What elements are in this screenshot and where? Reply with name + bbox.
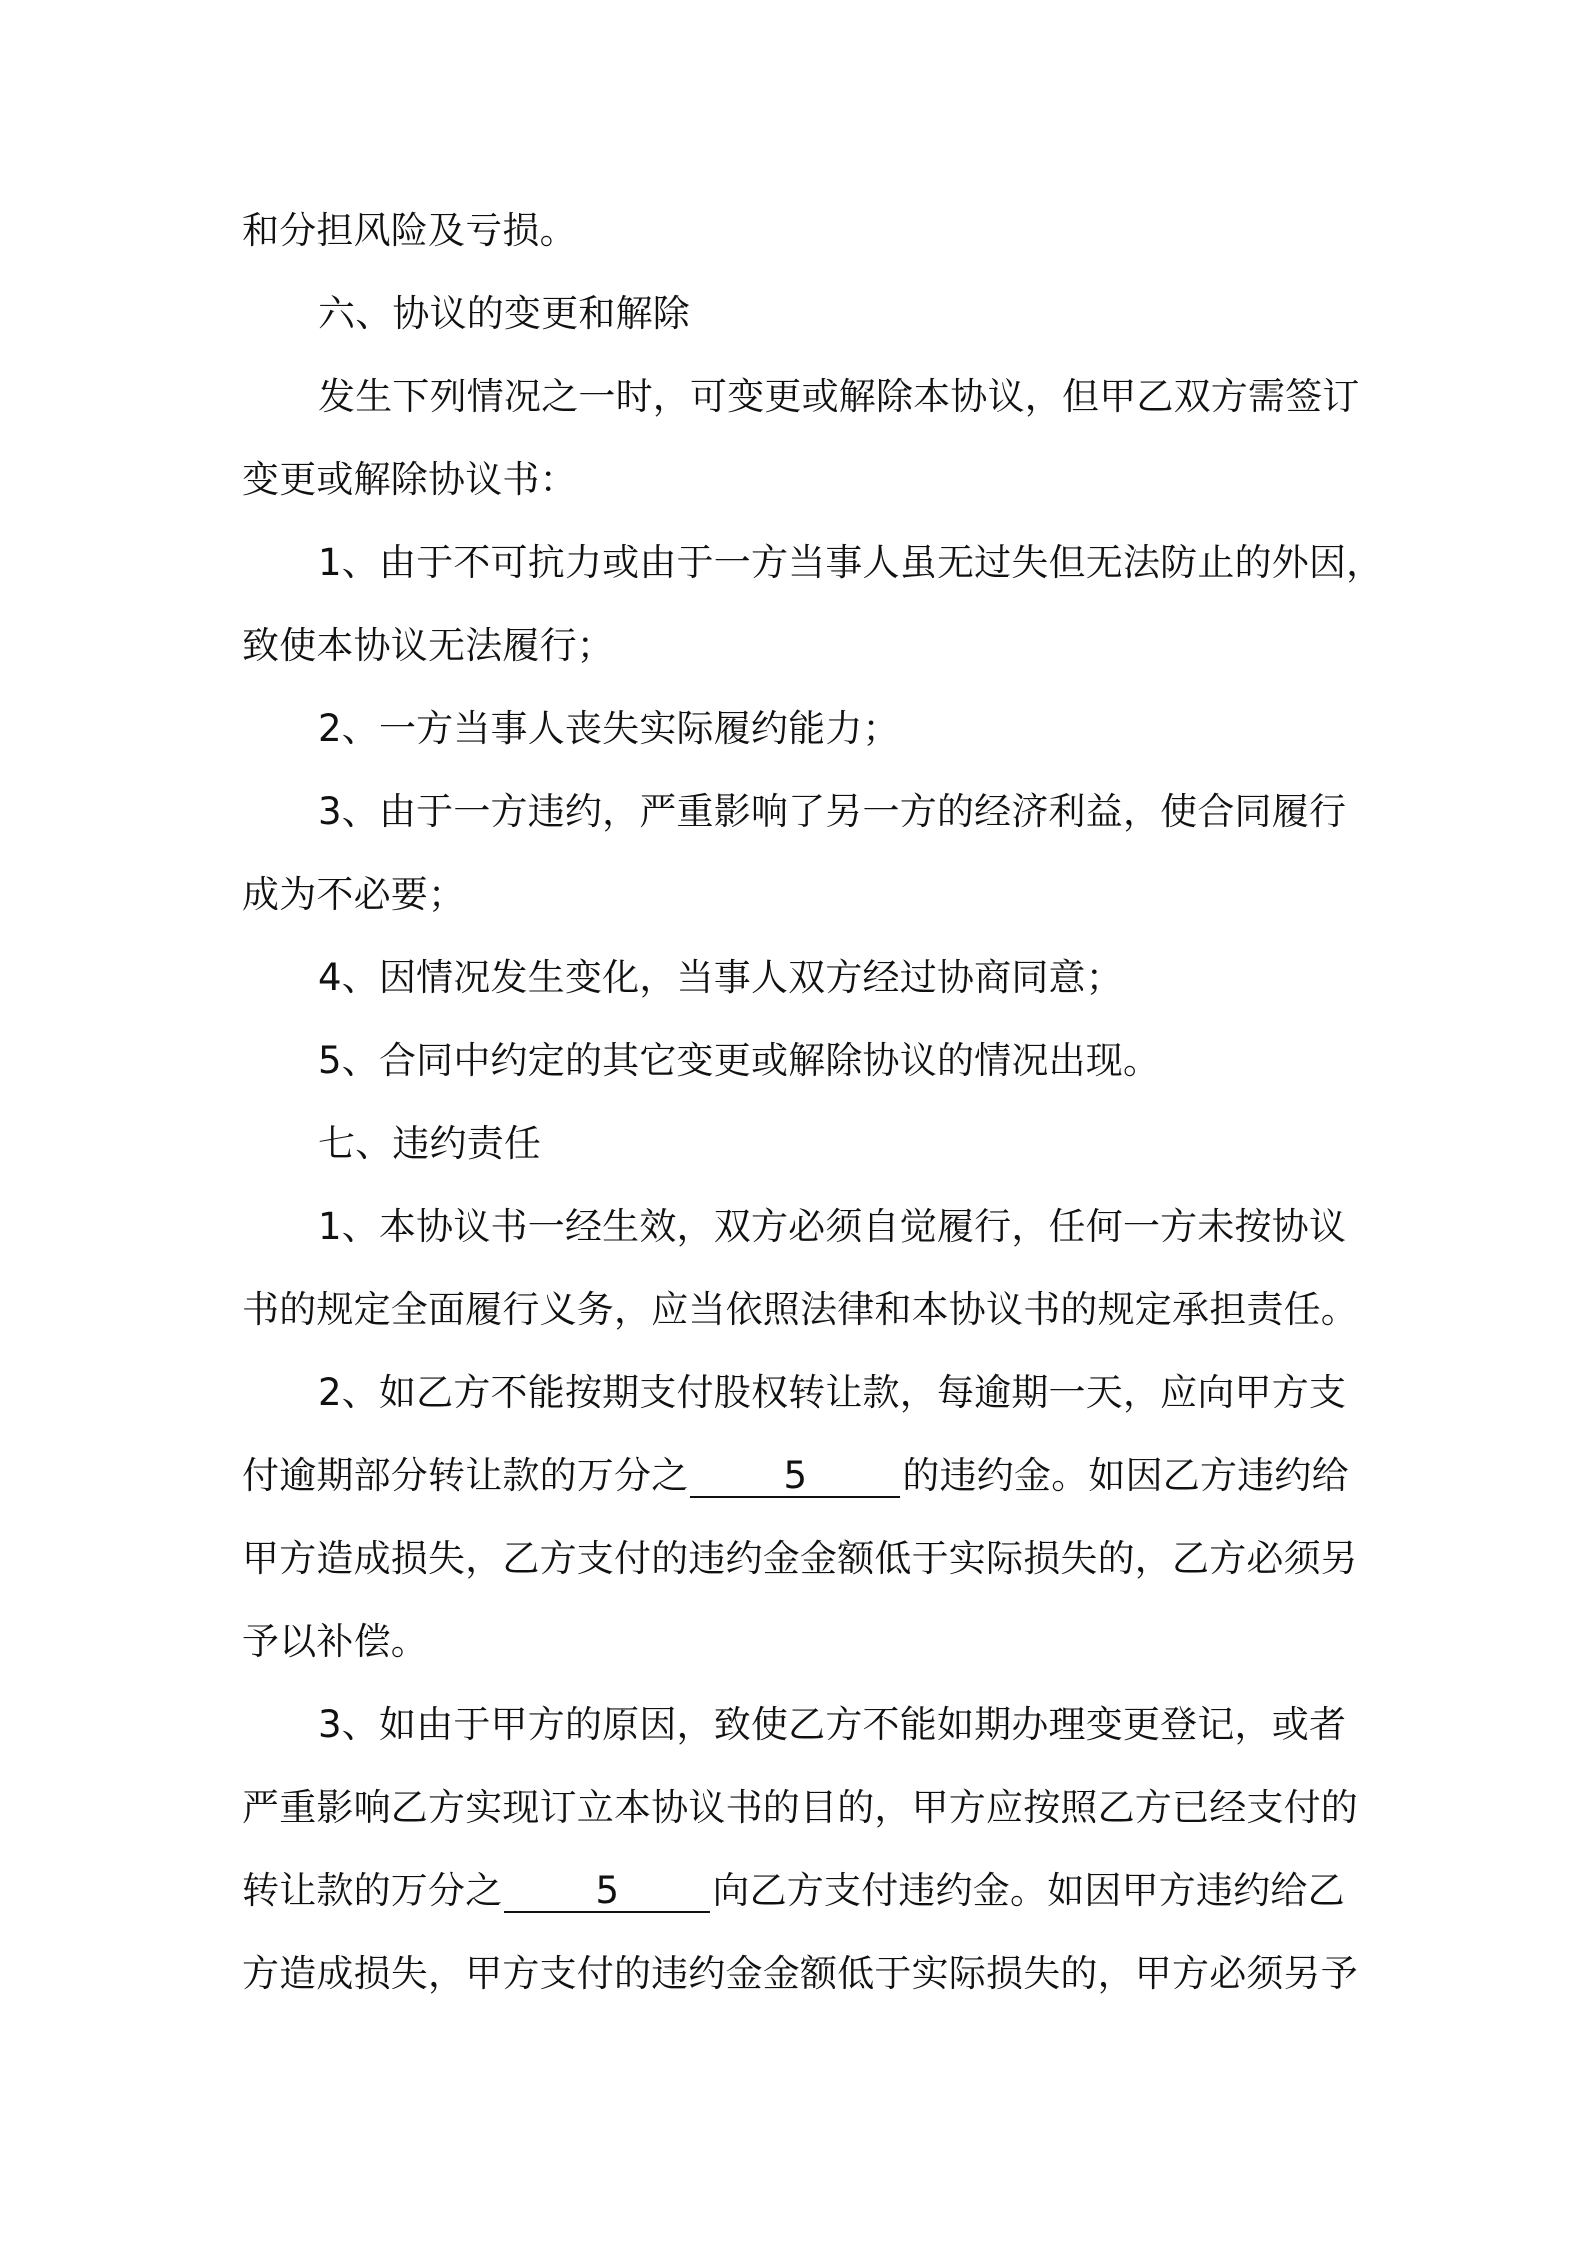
liability-item-3-line-2: 严重影响乙方实现订立本协议书的目的，甲方应按照乙方已经支付的 [242,1786,1358,1829]
liability-item-3-line-4: 方造成损失，甲方支付的违约金金额低于实际损失的，甲方必须另予 [242,1952,1358,1995]
line-text-after-blank: 向乙方支付违约金。如因甲方违约给乙 [712,1869,1345,1912]
line-text-before-blank: 付逾期部分转让款的万分之 [242,1454,689,1497]
body-line-1: 和分担风险及亏损。 [242,209,577,252]
list-item-5: 5、合同中约定的其它变更或解除协议的情况出现。 [318,1039,1161,1082]
list-item-1-line-1: 1、由于不可抗力或由于一方当事人虽无过失但无法防止的外因， [318,541,1384,584]
liability-item-2-line-4: 予以补偿。 [242,1620,428,1663]
liability-item-3-line-1: 3、如由于甲方的原因，致使乙方不能如期办理变更登记，或者 [318,1703,1347,1746]
liability-item-2-line-1: 2、如乙方不能按期支付股权转让款，每逾期一天，应向甲方支 [318,1371,1347,1414]
liability-item-2-line-3: 甲方造成损失，乙方支付的违约金金额低于实际损失的，乙方必须另 [242,1537,1358,1580]
body-line-3: 发生下列情况之一时，可变更或解除本协议，但甲乙双方需签订 [318,375,1360,418]
liability-item-1-line-1: 1、本协议书一经生效，双方必须自觉履行，任何一方未按协议 [318,1205,1347,1248]
list-item-4: 4、因情况发生变化，当事人双方经过协商同意； [318,956,1123,999]
liability-item-1-line-2: 书的规定全面履行义务，应当依照法律和本协议书的规定承担责任。 [242,1288,1358,1331]
list-item-2: 2、一方当事人丧失实际履约能力； [318,707,900,750]
liability-item-2-line-2 [242,1451,1360,1501]
list-item-3-line-1: 3、由于一方违约，严重影响了另一方的经济利益，使合同履行 [318,790,1347,833]
line-text-before-blank: 转让款的万分之 [242,1869,503,1912]
line-text-after-blank: 的违约金。如因乙方违约给 [902,1454,1349,1497]
section-heading-modification-termination: 六、协议的变更和解除 [318,292,690,335]
filled-blank-rate: 5 [504,1871,710,1913]
section-heading-breach-liability: 七、违约责任 [318,1122,542,1165]
list-item-3-line-2: 成为不必要； [242,873,466,916]
list-item-1-line-2: 致使本协议无法履行； [242,624,614,667]
liability-item-3-line-3 [242,1866,1360,1916]
filled-blank-rate: 5 [690,1456,900,1498]
body-line-4: 变更或解除协议书： [242,458,577,501]
